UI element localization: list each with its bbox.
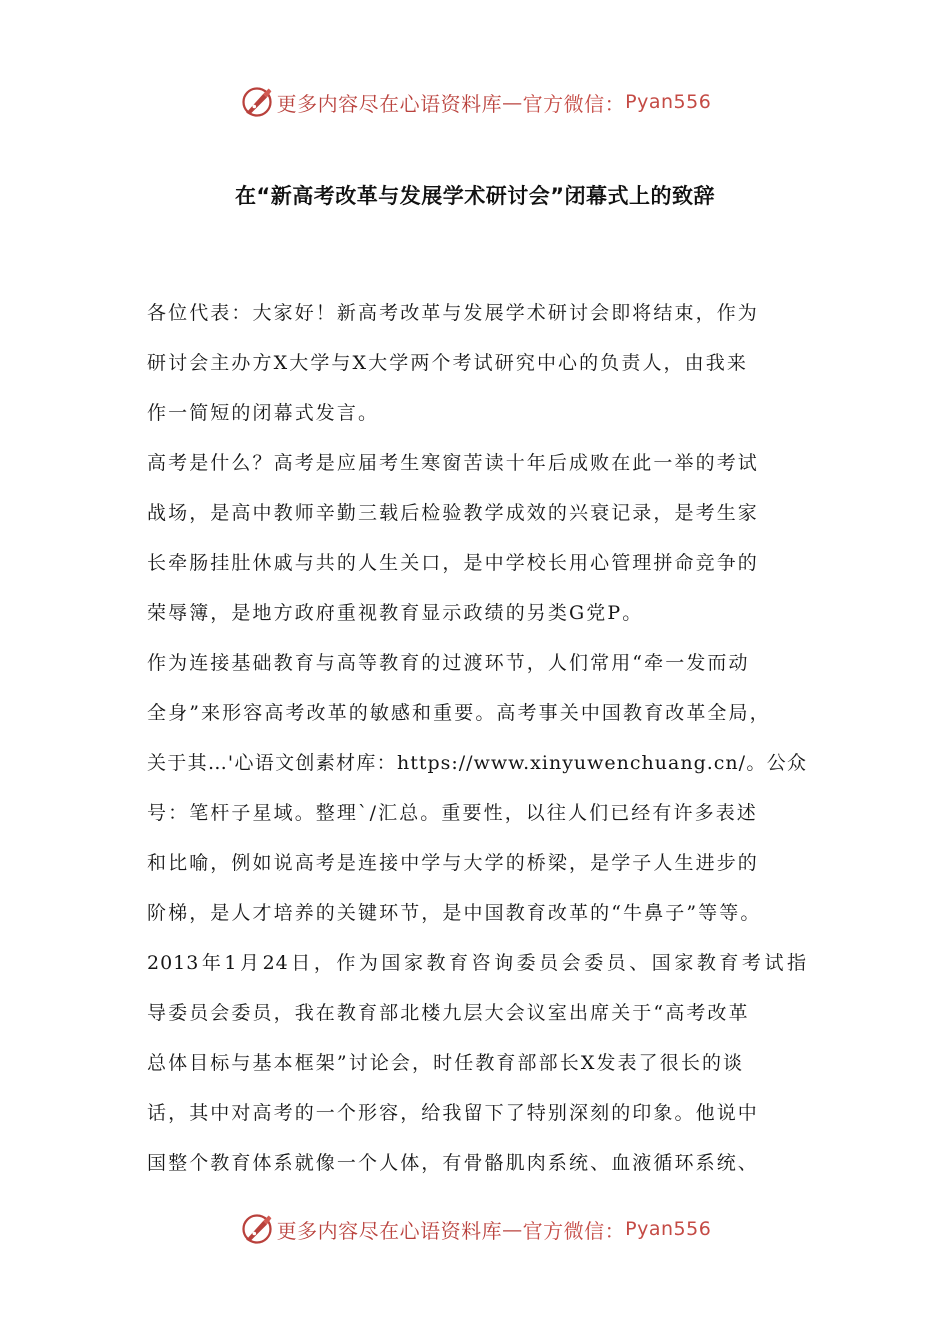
body-line: 作为连接基础教育与高等教育的过渡环节，人们常用“牵一发而动: [147, 652, 750, 674]
banner-text: 更多内容尽在心语资料库: [276, 91, 503, 116]
body-line: 各位代表：大家好！新高考改革与发展学术研讨会即将结束，作为: [147, 302, 759, 324]
body-line: 高考是什么？高考是应届考生寒窗苦读十年后成败在此一举的考试: [147, 452, 759, 474]
banner-official: 官方微信：: [522, 1218, 626, 1243]
body-line: 话，其中对高考的一个形容，给我留下了特别深刻的印象。他说中: [147, 1102, 759, 1124]
pen-nib-logo-icon: [239, 84, 275, 120]
body-line: 长牵肠挂肚休戚与共的人生关口，是中学校长用心管理拼命竞争的: [147, 552, 759, 574]
body-line: 战场，是高中教师辛勤三载后检验教学成效的兴衰记录，是考生家: [147, 502, 759, 524]
banner-dash: —: [502, 90, 523, 114]
body-line: 号：笔杆子星域。整理`/汇总。重要性，以往人们已经有许多表述: [147, 802, 758, 824]
footer-watermark-banner: [0, 1209, 950, 1249]
body-line: 国整个教育体系就像一个人体，有骨骼肌肉系统、血液循环系统、: [147, 1152, 759, 1174]
body-line: 2013年1月24日，作为国家教育咨询委员会委员、国家教育考试指: [147, 952, 807, 974]
body-line: 全身”来形容高考改革的敏感和重要。高考事关中国教育改革全局，: [147, 702, 771, 724]
body-line: 研讨会主办方X大学与X大学两个考试研究中心的负责人，由我来: [147, 352, 748, 374]
body-line: 导委员会委员，我在教育部北楼九层大会议室出席关于“高考改革: [147, 1002, 750, 1024]
document-title: 在“新高考改革与发展学术研讨会”闭幕式上的致辞: [234, 184, 716, 208]
header-watermark-banner: [0, 82, 950, 122]
banner-wechat-id: Pyan556: [625, 91, 712, 113]
banner-official: 官方微信：: [522, 91, 626, 116]
body-line: 荣辱簿，是地方政府重视教育显示政绩的另类G党P。: [147, 602, 644, 624]
pen-nib-logo-icon: [239, 1211, 275, 1247]
body-line: 关于其…'心语文创素材库：https://www.xinyuwenchuang.cn/。公众: [147, 752, 807, 774]
body-line: 阶梯，是人才培养的关键环节，是中国教育改革的“牛鼻子”等等。: [147, 902, 762, 924]
banner-wechat-id: Pyan556: [625, 1218, 712, 1240]
body-line: 和比喻，例如说高考是连接中学与大学的桥梁，是学子人生进步的: [147, 852, 759, 874]
body-line: 作一简短的闭幕式发言。: [147, 402, 380, 424]
body-line: 总体目标与基本框架”讨论会，时任教育部部长X发表了很长的谈: [147, 1052, 745, 1074]
banner-dash: —: [502, 1217, 523, 1241]
banner-text: 更多内容尽在心语资料库: [276, 1218, 503, 1243]
